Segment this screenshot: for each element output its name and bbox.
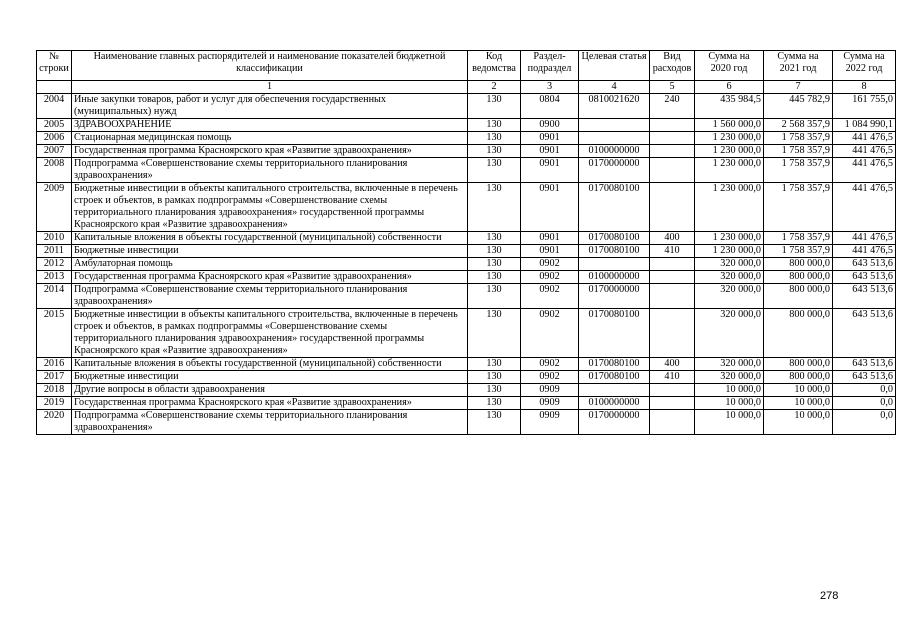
row-number-cell: 2018 <box>37 384 72 397</box>
section-cell: 0902 <box>521 358 579 371</box>
section-cell: 0902 <box>521 271 579 284</box>
name-cell: Государственная программа Красноярского края «Развитие здравоохранения» <box>72 271 468 284</box>
row-number-cell: 2009 <box>37 183 72 232</box>
target-article-cell <box>579 132 650 145</box>
sum-2021-cell: 800 000,0 <box>764 271 833 284</box>
target-article-cell <box>579 384 650 397</box>
table-row <box>37 397 896 410</box>
sum-2020-cell: 320 000,0 <box>695 358 764 371</box>
row-number-cell: 2007 <box>37 145 72 158</box>
name-cell: Бюджетные инвестиции в объекты капитального строительства, включенные в перечень строек и объектов, в рамках подпрограммы «Совершенствование схемы территориального планирования здравоохранения» государственной программы Красноярского края «Развитие здравоохранения» <box>72 183 468 232</box>
row-number-cell: 2014 <box>37 284 72 309</box>
column-number: 7 <box>764 81 833 94</box>
row-number-cell: 2008 <box>37 158 72 183</box>
sum-2021-cell: 2 568 357,9 <box>764 119 833 132</box>
sum-2022-cell: 643 513,6 <box>833 284 896 309</box>
row-number-cell: 2016 <box>37 358 72 371</box>
department-code-cell: 130 <box>468 384 521 397</box>
expense-type-cell <box>650 397 695 410</box>
target-article-cell: 0100000000 <box>579 145 650 158</box>
name-cell: Бюджетные инвестиции <box>72 371 468 384</box>
sum-2022-cell: 161 755,0 <box>833 94 896 119</box>
expense-type-cell <box>650 158 695 183</box>
expense-type-cell: 410 <box>650 371 695 384</box>
budget-table <box>36 50 896 435</box>
sum-2022-cell: 441 476,5 <box>833 245 896 258</box>
table-row <box>37 232 896 245</box>
section-cell: 0901 <box>521 145 579 158</box>
name-cell: Стационарная медицинская помощь <box>72 132 468 145</box>
header-target-article: Целевая статья <box>579 51 650 81</box>
section-cell: 0902 <box>521 258 579 271</box>
name-cell: Государственная программа Красноярского края «Развитие здравоохранения» <box>72 145 468 158</box>
table-row <box>37 284 896 309</box>
header-row-number: № строки <box>37 51 72 81</box>
section-cell: 0902 <box>521 284 579 309</box>
target-article-cell: 0810021620 <box>579 94 650 119</box>
name-cell: Другие вопросы в области здравоохранения <box>72 384 468 397</box>
department-code-cell: 130 <box>468 271 521 284</box>
section-cell: 0900 <box>521 119 579 132</box>
sum-2021-cell: 800 000,0 <box>764 371 833 384</box>
sum-2020-cell: 10 000,0 <box>695 384 764 397</box>
header-sum-2022: Сумма на 2022 год <box>833 51 896 81</box>
sum-2021-cell: 1 758 357,9 <box>764 145 833 158</box>
section-cell: 0901 <box>521 132 579 145</box>
target-article-cell: 0100000000 <box>579 397 650 410</box>
sum-2022-cell: 643 513,6 <box>833 358 896 371</box>
sum-2022-cell: 643 513,6 <box>833 271 896 284</box>
sum-2020-cell: 435 984,5 <box>695 94 764 119</box>
table-row <box>37 158 896 183</box>
row-number-cell: 2019 <box>37 397 72 410</box>
target-article-cell: 0170080100 <box>579 371 650 384</box>
target-article-cell: 0170000000 <box>579 158 650 183</box>
name-cell: Иные закупки товаров, работ и услуг для обеспечения государственных (муниципальных) нужд <box>72 94 468 119</box>
row-number-cell: 2013 <box>37 271 72 284</box>
expense-type-cell <box>650 119 695 132</box>
department-code-cell: 130 <box>468 309 521 358</box>
sum-2022-cell: 1 084 990,1 <box>833 119 896 132</box>
expense-type-cell <box>650 145 695 158</box>
department-code-cell: 130 <box>468 284 521 309</box>
sum-2022-cell: 0,0 <box>833 410 896 435</box>
department-code-cell: 130 <box>468 119 521 132</box>
sum-2021-cell: 1 758 357,9 <box>764 245 833 258</box>
target-article-cell: 0170080100 <box>579 183 650 232</box>
name-cell: Бюджетные инвестиции <box>72 245 468 258</box>
name-cell: Государственная программа Красноярского края «Развитие здравоохранения» <box>72 397 468 410</box>
sum-2020-cell: 1 230 000,0 <box>695 145 764 158</box>
expense-type-cell: 240 <box>650 94 695 119</box>
sum-2021-cell: 10 000,0 <box>764 397 833 410</box>
sum-2021-cell: 1 758 357,9 <box>764 158 833 183</box>
sum-2021-cell: 800 000,0 <box>764 309 833 358</box>
section-cell: 0909 <box>521 397 579 410</box>
target-article-cell <box>579 258 650 271</box>
sum-2022-cell: 0,0 <box>833 384 896 397</box>
column-number-row <box>37 81 896 94</box>
table-row <box>37 183 896 232</box>
sum-2022-cell: 643 513,6 <box>833 309 896 358</box>
sum-2021-cell: 800 000,0 <box>764 358 833 371</box>
row-number-cell: 2017 <box>37 371 72 384</box>
column-number: 6 <box>695 81 764 94</box>
department-code-cell: 130 <box>468 145 521 158</box>
expense-type-cell <box>650 258 695 271</box>
name-cell: Капитальные вложения в объекты государственной (муниципальной) собственности <box>72 232 468 245</box>
department-code-cell: 130 <box>468 397 521 410</box>
expense-type-cell <box>650 183 695 232</box>
sum-2022-cell: 441 476,5 <box>833 183 896 232</box>
section-cell: 0901 <box>521 158 579 183</box>
sum-2022-cell: 643 513,6 <box>833 258 896 271</box>
expense-type-cell <box>650 271 695 284</box>
sum-2020-cell: 320 000,0 <box>695 271 764 284</box>
target-article-cell: 0170080100 <box>579 232 650 245</box>
header-section: Раздел-подраздел <box>521 51 579 81</box>
expense-type-cell <box>650 132 695 145</box>
sum-2021-cell: 1 758 357,9 <box>764 132 833 145</box>
sum-2020-cell: 1 230 000,0 <box>695 245 764 258</box>
table-row <box>37 371 896 384</box>
expense-type-cell: 400 <box>650 358 695 371</box>
department-code-cell: 130 <box>468 158 521 183</box>
row-number-cell: 2005 <box>37 119 72 132</box>
section-cell: 0909 <box>521 410 579 435</box>
column-number: 2 <box>468 81 521 94</box>
target-article-cell: 0170000000 <box>579 410 650 435</box>
department-code-cell: 130 <box>468 358 521 371</box>
sum-2020-cell: 10 000,0 <box>695 397 764 410</box>
expense-type-cell <box>650 410 695 435</box>
section-cell: 0901 <box>521 232 579 245</box>
target-article-cell: 0100000000 <box>579 271 650 284</box>
header-sum-2021: Сумма на 2021 год <box>764 51 833 81</box>
section-cell: 0901 <box>521 245 579 258</box>
sum-2020-cell: 1 230 000,0 <box>695 132 764 145</box>
target-article-cell: 0170080100 <box>579 309 650 358</box>
expense-type-cell <box>650 309 695 358</box>
name-cell: Капитальные вложения в объекты государственной (муниципальной) собственности <box>72 358 468 371</box>
target-article-cell: 0170000000 <box>579 284 650 309</box>
department-code-cell: 130 <box>468 371 521 384</box>
department-code-cell: 130 <box>468 183 521 232</box>
row-number-cell: 2012 <box>37 258 72 271</box>
header-expense-type: Вид расходов <box>650 51 695 81</box>
sum-2022-cell: 441 476,5 <box>833 132 896 145</box>
name-cell: Подпрограмма «Совершенствование схемы территориального планирования здравоохранения» <box>72 284 468 309</box>
column-number: 8 <box>833 81 896 94</box>
name-cell: Амбулаторная помощь <box>72 258 468 271</box>
row-number-cell: 2011 <box>37 245 72 258</box>
expense-type-cell <box>650 284 695 309</box>
column-number <box>37 81 72 94</box>
department-code-cell: 130 <box>468 410 521 435</box>
sum-2021-cell: 10 000,0 <box>764 384 833 397</box>
department-code-cell: 130 <box>468 232 521 245</box>
table-row <box>37 271 896 284</box>
department-code-cell: 130 <box>468 132 521 145</box>
sum-2022-cell: 643 513,6 <box>833 371 896 384</box>
sum-2021-cell: 10 000,0 <box>764 410 833 435</box>
department-code-cell: 130 <box>468 94 521 119</box>
table-row <box>37 245 896 258</box>
table-row <box>37 132 896 145</box>
column-number: 1 <box>72 81 468 94</box>
page-number: 278 <box>820 590 839 602</box>
table-row <box>37 309 896 358</box>
table-row <box>37 384 896 397</box>
sum-2020-cell: 320 000,0 <box>695 309 764 358</box>
row-number-cell: 2010 <box>37 232 72 245</box>
name-cell: Подпрограмма «Совершенствование схемы территориального планирования здравоохранения» <box>72 158 468 183</box>
target-article-cell: 0170080100 <box>579 358 650 371</box>
header-sum-2020: Сумма на 2020 год <box>695 51 764 81</box>
department-code-cell: 130 <box>468 245 521 258</box>
sum-2021-cell: 800 000,0 <box>764 284 833 309</box>
section-cell: 0804 <box>521 94 579 119</box>
expense-type-cell: 400 <box>650 232 695 245</box>
table-row <box>37 94 896 119</box>
section-cell: 0902 <box>521 309 579 358</box>
table-body <box>37 94 896 435</box>
table-header <box>37 51 896 94</box>
name-cell: Бюджетные инвестиции в объекты капитального строительства, включенные в перечень строек и объектов, в рамках подпрограммы «Совершенствование схемы территориального планирования здравоохранения» государственной программы Красноярского края «Развитие здравоохранения» <box>72 309 468 358</box>
column-number: 3 <box>521 81 579 94</box>
expense-type-cell: 410 <box>650 245 695 258</box>
sum-2021-cell: 1 758 357,9 <box>764 183 833 232</box>
expense-type-cell <box>650 384 695 397</box>
sum-2020-cell: 1 230 000,0 <box>695 183 764 232</box>
table-row <box>37 358 896 371</box>
column-number: 5 <box>650 81 695 94</box>
sum-2020-cell: 320 000,0 <box>695 258 764 271</box>
sum-2020-cell: 320 000,0 <box>695 371 764 384</box>
target-article-cell <box>579 119 650 132</box>
sum-2021-cell: 445 782,9 <box>764 94 833 119</box>
name-cell: Подпрограмма «Совершенствование схемы территориального планирования здравоохранения» <box>72 410 468 435</box>
sum-2022-cell: 441 476,5 <box>833 145 896 158</box>
sum-2021-cell: 800 000,0 <box>764 258 833 271</box>
row-number-cell: 2020 <box>37 410 72 435</box>
column-number: 4 <box>579 81 650 94</box>
department-code-cell: 130 <box>468 258 521 271</box>
row-number-cell: 2006 <box>37 132 72 145</box>
header-department-code: Код ведомства <box>468 51 521 81</box>
sum-2022-cell: 0,0 <box>833 397 896 410</box>
table-row <box>37 258 896 271</box>
target-article-cell: 0170080100 <box>579 245 650 258</box>
sum-2021-cell: 1 758 357,9 <box>764 232 833 245</box>
table-row <box>37 410 896 435</box>
sum-2020-cell: 10 000,0 <box>695 410 764 435</box>
sum-2020-cell: 1 230 000,0 <box>695 232 764 245</box>
sum-2020-cell: 1 230 000,0 <box>695 158 764 183</box>
sum-2020-cell: 1 560 000,0 <box>695 119 764 132</box>
table-row <box>37 145 896 158</box>
section-cell: 0902 <box>521 371 579 384</box>
section-cell: 0901 <box>521 183 579 232</box>
header-name: Наименование главных распорядителей и наименование показателей бюджетной классификации <box>72 51 468 81</box>
table-row <box>37 119 896 132</box>
row-number-cell: 2004 <box>37 94 72 119</box>
section-cell: 0909 <box>521 384 579 397</box>
sum-2022-cell: 441 476,5 <box>833 158 896 183</box>
sum-2022-cell: 441 476,5 <box>833 232 896 245</box>
name-cell: ЗДРАВООХРАНЕНИЕ <box>72 119 468 132</box>
sum-2020-cell: 320 000,0 <box>695 284 764 309</box>
row-number-cell: 2015 <box>37 309 72 358</box>
